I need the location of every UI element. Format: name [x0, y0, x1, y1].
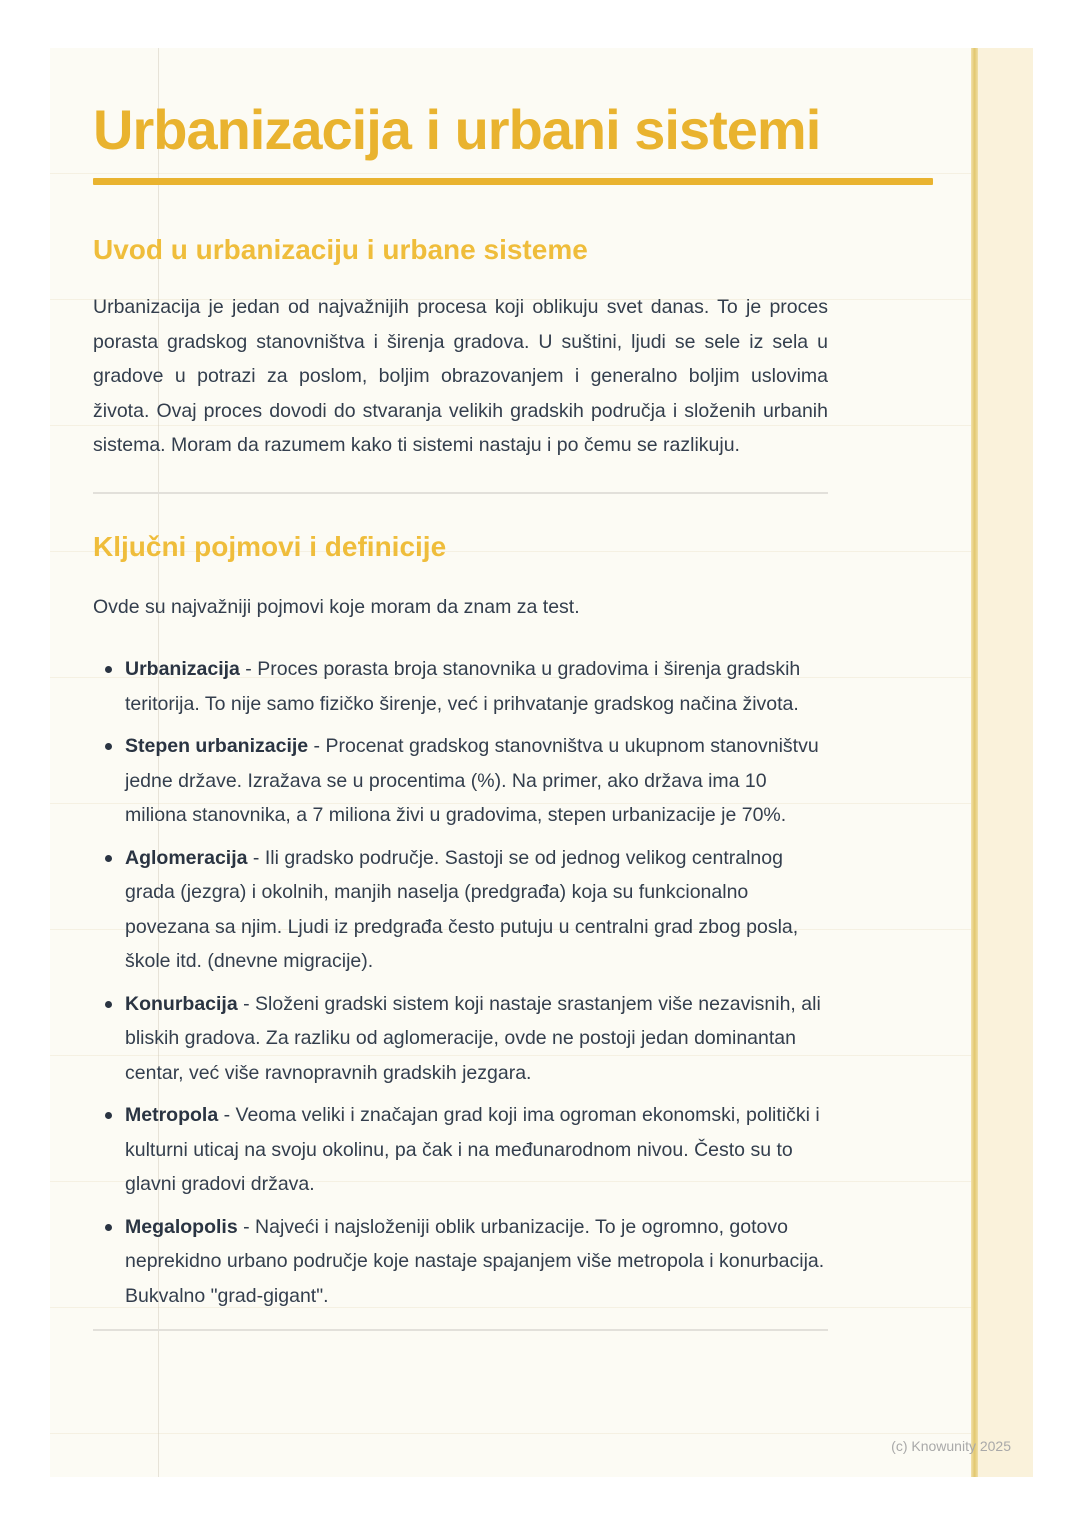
- term-label: Metropola: [125, 1104, 219, 1126]
- list-item-konurbacija: [93, 987, 828, 1091]
- section-divider: [93, 492, 828, 494]
- title-underline: [93, 178, 933, 185]
- term-separator: -: [237, 992, 256, 1015]
- section-heading-definitions: Ključni pojmovi i definicije: [93, 530, 447, 562]
- note-page: [50, 48, 1033, 1477]
- term-label: Megalopolis: [125, 1215, 238, 1238]
- term-separator: -: [218, 1104, 236, 1126]
- term-definition: Ili gradsko područje. Sastoji se od jednog velikog centralnog grada (jezgra) i okolnih, manjih naselja (predgrađa) koja su funkcionalno povezana sa njim. Ljudi iz predgrađa često putuju u centralni grad zbog posla, škole itd. (dnevne migracije).: [125, 846, 799, 972]
- section-heading-intro: Uvod u urbanizaciju i urbane sisteme: [93, 234, 588, 265]
- term-label: Urbanizacija: [125, 658, 240, 680]
- definitions-list: [93, 652, 828, 1313]
- right-gold-rule: [971, 48, 978, 1477]
- term-separator: -: [239, 658, 258, 680]
- term-separator: -: [237, 1215, 256, 1238]
- copyright-credit: (c) Knowunity 2025: [891, 1438, 1011, 1454]
- document-content: [93, 48, 828, 1331]
- term-definition: Najveći i najsloženiji oblik urbanizacije. To je ogromno, gotovo neprekidno urbano područje koje nastaje spajanjem više metropola i konurbacija. Bukvalno "grad-gigant".: [125, 1215, 825, 1307]
- list-item-metropola: [93, 1098, 828, 1202]
- term-definition: Procenat gradskog stanovništva u ukupnom stanovništvu jedne države. Izražava se u procentima (%). Na primer, ako država ima 10 miliona stanovnika, a 7 miliona živi u gradovima, stepen urbanizacije je 70%.: [125, 735, 819, 826]
- term-definition: Proces porasta broja stanovnika u gradovima i širenja gradskih teritorija. To nije samo fizičko širenje, već i prihvatanje gradskog načina života.: [125, 658, 801, 715]
- right-margin-strip: [978, 48, 1033, 1477]
- list-item-urbanizacija: [93, 652, 828, 721]
- bottom-divider: [93, 1329, 828, 1331]
- term-label: Konurbacija: [125, 992, 238, 1015]
- term-label: Stepen urbanizacije: [125, 735, 309, 757]
- definitions-intro: Ovde su najvažniji pojmovi koje moram da znam za test.: [93, 595, 580, 618]
- page-title: Urbanizacija i urbani sistemi: [93, 98, 821, 161]
- list-item-megalopolis: [93, 1210, 828, 1314]
- term-label: Aglomeracija: [125, 846, 248, 869]
- term-separator: -: [308, 735, 326, 757]
- intro-paragraph: Urbanizacija je jedan od najvažnijih procesa koji oblikuju svet danas. To je proces porasta gradskog stanovništva i širenja gradova. U suštini, ljudi se sele iz sela u gradove u potrazi za poslom, boljim obrazovanjem i generalno boljim uslovima života. Ovaj proces dovodi do stvaranja velikih gradskih područja i složenih urbanih sistema. Moram da razumem kako ti sistemi nastaju i po čemu se razlikuju.: [93, 296, 828, 456]
- list-item-aglomeracija: [93, 841, 828, 979]
- term-definition: Složeni gradski sistem koji nastaje srastanjem više nezavisnih, ali bliskih gradova. Za razliku od aglomeracije, ovde ne postoji jedan dominantan centar, već više ravnopravnih gradskih jezgara.: [125, 992, 821, 1084]
- list-item-stepen-urbanizacije: [93, 729, 828, 833]
- term-definition: Veoma veliki i značajan grad koji ima ogroman ekonomski, politički i kulturni uticaj na svoju okolinu, pa čak i na međunarodnom nivou. Često su to glavni gradovi država.: [125, 1104, 820, 1195]
- term-separator: -: [247, 846, 265, 869]
